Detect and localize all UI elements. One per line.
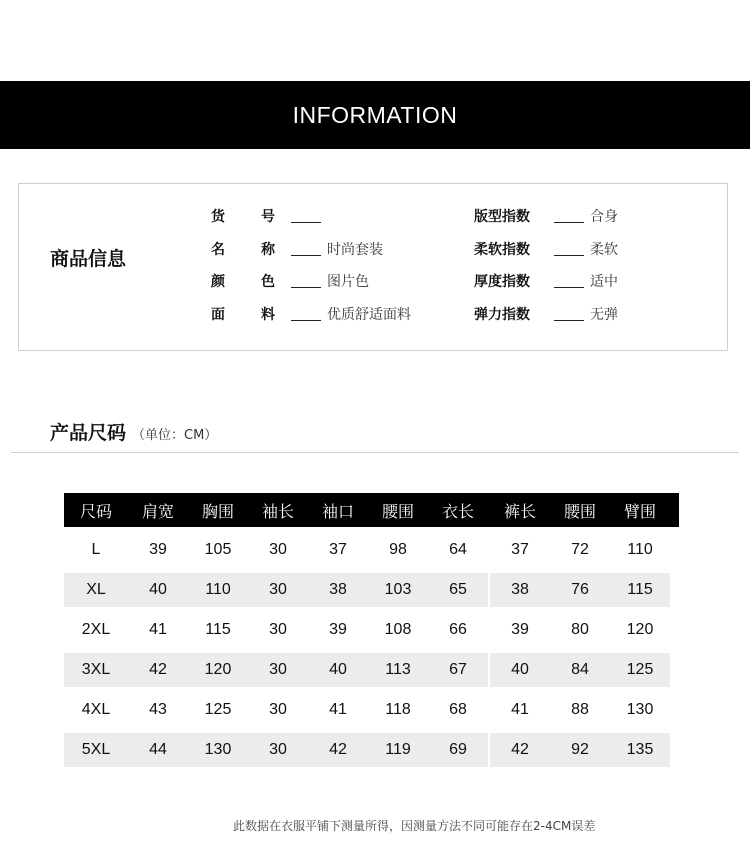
table-cell: 84: [550, 653, 610, 687]
info-row-softness-index: [474, 239, 618, 259]
table-cell: 105: [204, 541, 232, 558]
table-cell: 41: [329, 701, 347, 718]
table-cell: 3XL: [64, 653, 128, 687]
section-divider: [11, 452, 739, 453]
table-cell: 37: [511, 541, 529, 558]
info-value: 适中: [590, 274, 618, 290]
table-cell: 37: [329, 541, 347, 558]
info-value: 图片色: [327, 274, 369, 290]
table-cell: 113: [368, 653, 428, 687]
size-section-title: 产品尺码: [50, 422, 127, 444]
info-label: [211, 239, 275, 259]
info-label-char: 色: [261, 274, 275, 290]
table-cell: XL: [64, 573, 128, 607]
table-cell: 40: [490, 653, 550, 687]
info-value: 时尚套装: [327, 242, 383, 258]
info-label: 厚度指数: [474, 274, 530, 290]
table-cell: 30: [248, 573, 308, 607]
table-row: [64, 733, 679, 767]
underline-blank: [554, 275, 584, 288]
info-row-fabric: [211, 304, 411, 324]
table-cell: 125: [204, 701, 232, 718]
underline-blank: [291, 308, 321, 321]
table-cell: 69: [428, 733, 488, 767]
info-row-stretch-index: [474, 304, 618, 324]
underline-blank: [554, 210, 584, 223]
table-cell: 135: [610, 733, 670, 767]
size-table: [64, 493, 679, 773]
table-cell: 103: [368, 573, 428, 607]
table-header-cell: 裤长: [503, 501, 536, 521]
banner-title: INFORMATION: [292, 101, 458, 128]
info-row-name: [211, 239, 383, 259]
table-header-cell: 袖口: [321, 501, 354, 521]
table-header-cell: 尺码: [79, 501, 112, 521]
table-header-cell: 袖长: [261, 501, 294, 521]
table-cell: 120: [188, 653, 248, 687]
table-cell: 130: [626, 701, 654, 718]
table-cell: 43: [149, 701, 167, 718]
info-label-char: 名: [211, 242, 225, 258]
info-value: 合身: [590, 209, 618, 225]
info-label-char: 面: [211, 307, 225, 323]
info-label: 弹力指数: [474, 307, 530, 323]
table-cell: 119: [368, 733, 428, 767]
table-cell: 92: [550, 733, 610, 767]
table-row: [64, 613, 679, 647]
table-cell: 108: [384, 621, 412, 638]
table-cell: 5XL: [64, 733, 128, 767]
table-cell: 88: [571, 701, 589, 718]
table-cell: 72: [571, 541, 589, 558]
table-cell: 41: [511, 701, 529, 718]
info-row-thickness-index: [474, 271, 618, 291]
product-info-heading: 商品信息: [50, 248, 127, 270]
table-cell: 120: [626, 621, 654, 638]
table-cell: 110: [627, 541, 653, 558]
table-cell: 30: [269, 541, 287, 558]
table-cell: 118: [385, 701, 411, 718]
info-label-char: 料: [261, 307, 275, 323]
table-cell: 110: [188, 573, 248, 607]
information-banner: [0, 81, 750, 149]
info-row-item-no: [211, 206, 327, 226]
table-row: [64, 693, 679, 727]
underline-blank: [291, 275, 321, 288]
info-label: 柔软指数: [474, 242, 530, 258]
table-row: [64, 533, 679, 567]
info-label: [211, 271, 275, 291]
measurement-footnote: 此数据在衣服平铺下测量所得，因测量方法不同可能存在2-4CM误差: [233, 819, 596, 833]
info-label-char: 货: [211, 209, 225, 225]
table-header-cell: 衣长: [441, 501, 474, 521]
table-cell: 41: [149, 621, 167, 638]
table-cell: 42: [308, 733, 368, 767]
underline-blank: [291, 210, 321, 223]
table-cell: 40: [128, 573, 188, 607]
table-cell: 68: [449, 701, 467, 718]
table-row: [64, 573, 679, 607]
table-cell: 65: [428, 573, 488, 607]
info-value: 柔软: [590, 242, 618, 258]
table-cell: 115: [610, 573, 670, 607]
table-cell: 30: [248, 733, 308, 767]
size-section-heading: [50, 418, 217, 445]
table-cell: 39: [511, 621, 529, 638]
table-cell: 39: [149, 541, 167, 558]
table-header-cell: 腰围: [381, 501, 414, 521]
info-label-char: 号: [261, 209, 275, 225]
info-label: [211, 206, 275, 226]
table-cell: 44: [128, 733, 188, 767]
info-value: 无弹: [590, 307, 618, 323]
table-header-cell: 臂围: [623, 501, 656, 521]
table-row: [64, 653, 679, 687]
table-cell: 130: [188, 733, 248, 767]
table-cell: 76: [550, 573, 610, 607]
table-cell: 40: [308, 653, 368, 687]
info-row-color: [211, 271, 369, 291]
info-label-char: 称: [261, 242, 275, 258]
table-header-row: [64, 493, 679, 527]
table-cell: 115: [205, 621, 231, 638]
info-row-fit-index: [474, 206, 618, 226]
table-cell: 125: [610, 653, 670, 687]
table-cell: 42: [128, 653, 188, 687]
size-section-unit: （单位：CM）: [132, 428, 218, 443]
table-cell: 98: [389, 541, 407, 558]
table-cell: 67: [428, 653, 488, 687]
table-cell: 30: [269, 701, 287, 718]
table-cell: 64: [449, 541, 467, 558]
table-cell: 30: [269, 621, 287, 638]
info-label-char: 颜: [211, 274, 225, 290]
info-label: 版型指数: [474, 209, 530, 225]
table-header-cell: 胸围: [201, 501, 234, 521]
info-label: [211, 304, 275, 324]
table-cell: 80: [571, 621, 589, 638]
underline-blank: [554, 243, 584, 256]
table-cell: 39: [329, 621, 347, 638]
table-cell: L: [91, 541, 101, 558]
table-cell: 66: [449, 621, 467, 638]
info-value: 优质舒适面料: [327, 307, 411, 323]
table-cell: 4XL: [81, 701, 111, 718]
table-cell: 42: [490, 733, 550, 767]
underline-blank: [554, 308, 584, 321]
product-info-box: [18, 183, 728, 351]
table-cell: 38: [308, 573, 368, 607]
table-cell: 30: [248, 653, 308, 687]
underline-blank: [291, 243, 321, 256]
table-cell: 38: [490, 573, 550, 607]
table-header-cell: 腰围: [563, 501, 596, 521]
table-header-cell: 肩宽: [141, 501, 174, 521]
table-cell: 2XL: [81, 621, 111, 638]
